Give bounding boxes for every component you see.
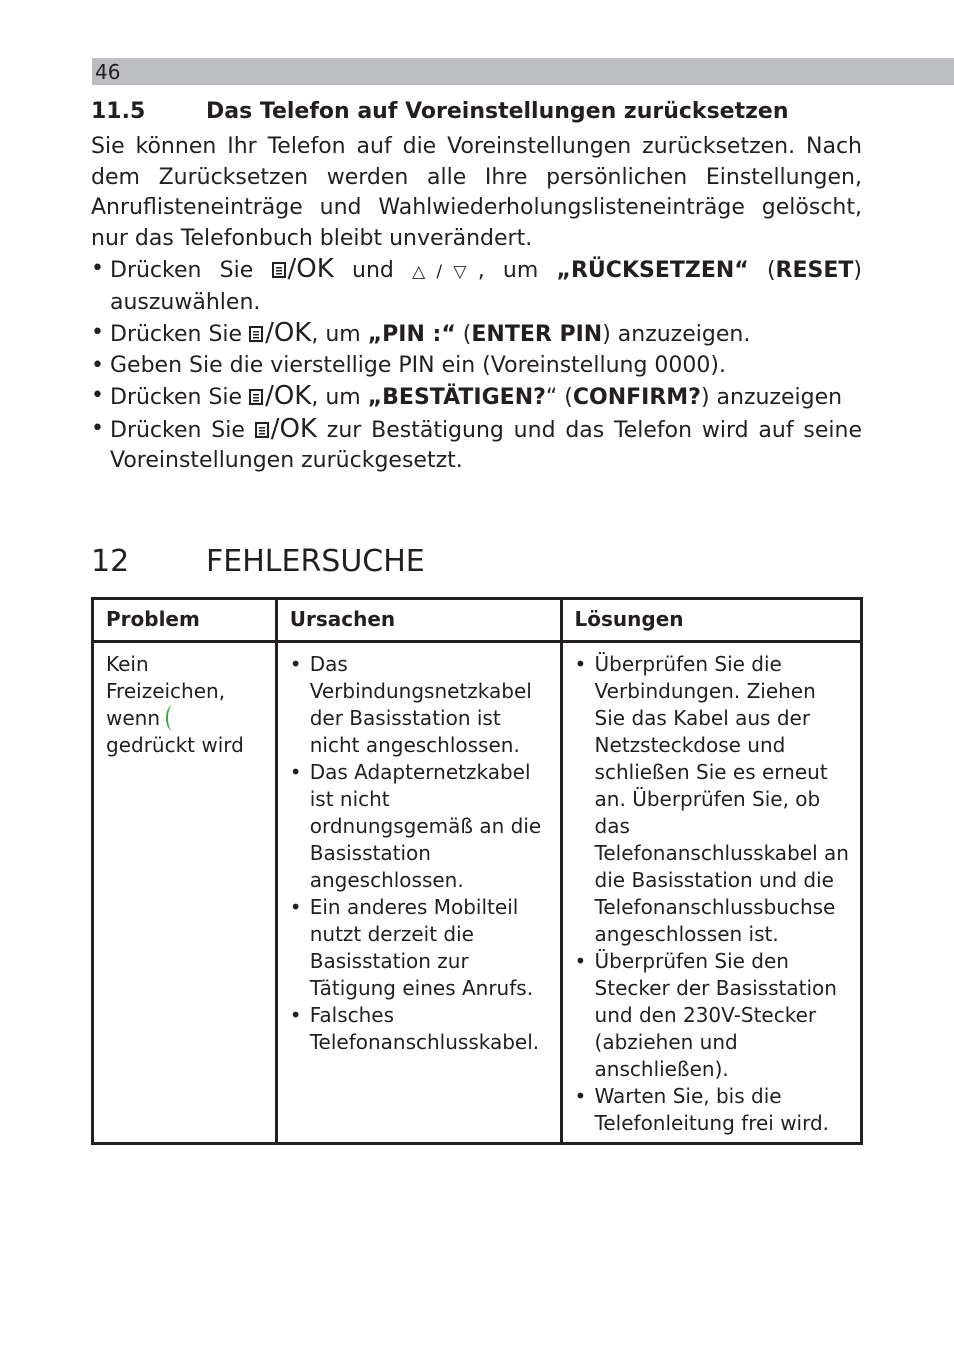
- section-reset: [91, 96, 862, 477]
- list-item: • Überprüfen Sie den Stecker der Basisstation und den 230V-Stecker (abziehen und anschließen).: [575, 948, 850, 1083]
- step-text: Drücken Sie: [110, 258, 272, 283]
- solutions-cell: [561, 642, 861, 1144]
- troubleshooting-table: [91, 597, 863, 1145]
- menu-option: „BESTÄTIGEN?: [367, 385, 546, 410]
- causes-cell: [276, 642, 561, 1144]
- step-text: ) anzuzeigen.: [602, 322, 751, 347]
- table-row: [93, 642, 862, 1144]
- step-text: ) auszuwählen.: [110, 258, 862, 315]
- chapter-number: 12: [91, 544, 130, 579]
- list-item: • Das Adapternetzkabel ist nicht ordnungsgemäß an die Basisstation angeschlossen.: [290, 759, 550, 894]
- chapter-heading: [91, 540, 425, 584]
- step-text: Drücken Sie: [110, 385, 250, 410]
- step-1: [91, 254, 862, 318]
- step-text: zur Bestätigung und das Telefon wird auf seine Voreinstellungen zurückgesetzt.: [110, 417, 862, 473]
- header-problem: Problem: [93, 599, 277, 642]
- list-item: • Ein anderes Mobilteil nutzt derzeit die Basisstation zur Tätigung eines Anrufs.: [290, 894, 550, 1002]
- list-item: • Warten Sie, bis die Telefonleitung frei wird.: [575, 1083, 850, 1137]
- step-text: “ (: [545, 385, 573, 410]
- menu-key-icon: [255, 422, 269, 438]
- page-number: 46: [95, 60, 121, 84]
- step-2: [91, 318, 862, 351]
- section-number: 11.5: [91, 99, 146, 124]
- menu-key-icon: [249, 389, 263, 405]
- list-item: • Das Verbindungsnetzkabel der Basisstation ist nicht angeschlossen.: [290, 651, 550, 759]
- ok-key-label: /OK: [265, 318, 312, 348]
- menu-option-en: CONFIRM?: [572, 385, 701, 410]
- problem-cell: [93, 642, 277, 1144]
- step-3: • Geben Sie die vierstellige PIN ein (Voreinstellung 0000).: [91, 351, 862, 382]
- menu-option: „RÜCKSETZEN“: [556, 258, 749, 283]
- ok-key-label: /OK: [270, 413, 317, 444]
- problem-text: Kein Freizeichen, wenn: [106, 652, 226, 730]
- step-text: , um: [311, 385, 368, 410]
- step-4: [91, 381, 862, 414]
- menu-key-icon: [272, 262, 286, 278]
- step-5: [91, 414, 862, 477]
- section-title: Das Telefon auf Voreinstellungen zurücksetzen: [206, 99, 789, 124]
- ok-key-label: /OK: [265, 381, 312, 411]
- section-heading: [91, 96, 862, 128]
- problem-text: gedrückt wird: [106, 733, 244, 757]
- table-header-row: [93, 599, 862, 642]
- menu-option: „PIN :“: [367, 322, 456, 347]
- step-text: Drücken Sie: [110, 417, 255, 443]
- step-text: , um: [477, 258, 557, 283]
- menu-option-en: RESET: [775, 258, 854, 283]
- list-item: • Überprüfen Sie die Verbindungen. Ziehen Sie das Kabel aus der Netzsteckdose und schließen Sie es erneut an. Überprüfen Sie, ob das Telefonanschlusskabel an die Basisstation und die Telefonanschlussbuchse angeschlossen ist.: [575, 651, 850, 948]
- step-text: (: [455, 322, 472, 347]
- menu-key-icon: [249, 326, 263, 342]
- ok-key-label: /OK: [287, 254, 334, 284]
- menu-option-en: ENTER PIN: [471, 322, 603, 347]
- chapter-title: FEHLERSUCHE: [206, 544, 425, 579]
- step-text: ) anzuzeigen: [700, 385, 843, 410]
- step-text: (: [748, 258, 776, 283]
- step-text: Drücken Sie: [110, 322, 250, 347]
- header-causes: Ursachen: [276, 599, 561, 642]
- talk-key-icon: [166, 705, 180, 731]
- intro-paragraph: Sie können Ihr Telefon auf die Voreinstellungen zurücksetzen. Nach dem Zurücksetzen werden alle Ihre persönlichen Einstellungen, Anruflisteneinträge und Wahlwiederholungslisteneinträge gelöscht, nur das Telefonbuch bleibt unverändert.: [91, 134, 862, 251]
- up-down-arrow-icon: △/▽: [412, 262, 478, 282]
- step-text: und: [333, 258, 413, 283]
- step-text: , um: [311, 322, 368, 347]
- steps-list: [91, 254, 862, 477]
- header-solutions: Lösungen: [561, 599, 861, 642]
- page-header-bar: [92, 58, 954, 85]
- list-item: • Falsches Telefonanschlusskabel.: [290, 1002, 550, 1056]
